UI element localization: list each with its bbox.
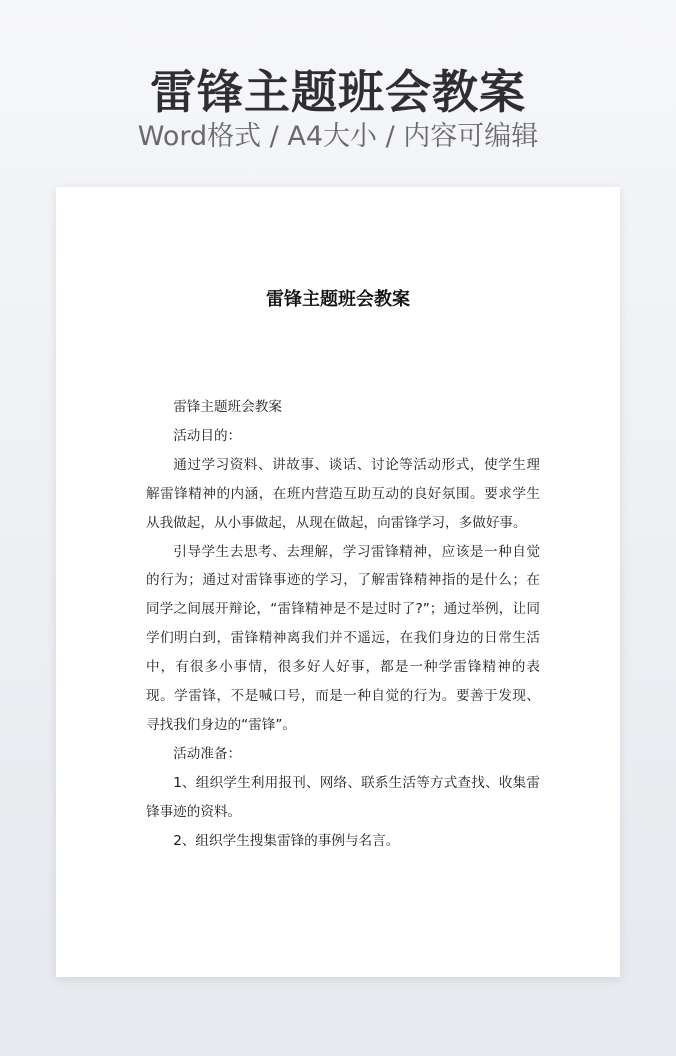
- page-title: 雷锋主题班会教案: [150, 65, 526, 119]
- document-title: 雷锋主题班会教案: [266, 289, 410, 310]
- paragraph-purpose-2: 引导学生去思考、去理解，学习雷锋精神，应该是一种自觉的行为；通过对雷锋事迹的学习，了解雷锋精神指的是什么；在同学之间展开辩论，“雷锋精神是不是过时了?”；通过举例，让同学们明白到，雷锋精神离我们并不遥远，在我们身边的日常生活中，有很多小事情，很多好人好事，都是一种学雷锋精神的表现。学雷锋，不是喊口号，而是一种自觉的行为。要善于发现、寻找我们身边的“雷锋”。: [146, 543, 540, 733]
- paragraph-purpose-1: 通过学习资料、讲故事、谈话、讨论等活动形式，使学生理解雷锋精神的内涵，在班内营造互助互动的良好氛围。要求学生从我做起，从小事做起，从现在做起，向雷锋学习，多做好事。: [146, 456, 540, 531]
- page-subtitle: Word格式 / A4大小 / 内容可编辑: [137, 121, 539, 152]
- document-body: [146, 393, 540, 856]
- paragraph-purpose-label: 活动目的：: [173, 427, 242, 444]
- paragraph-preparation-label: 活动准备：: [173, 745, 242, 762]
- paragraph-preparation-2: 2、组织学生搜集雷锋的事例与名言。: [173, 832, 400, 849]
- paragraph-heading: 雷锋主题班会教案: [173, 399, 282, 415]
- paragraph-preparation-1: 1、组织学生利用报刊、网络、联系生活等方式查找、收集雷锋事迹的资料。: [146, 774, 540, 820]
- document-page: [56, 187, 620, 977]
